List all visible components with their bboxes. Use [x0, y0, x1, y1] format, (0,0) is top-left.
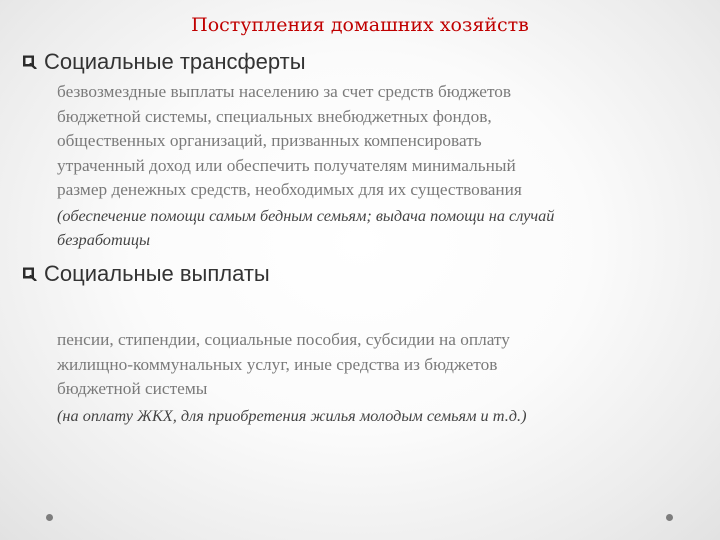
- note-line: (на оплату ЖКХ, для приобретения жилья молодым семьям и т.д.): [57, 406, 527, 425]
- section-note: [57, 204, 717, 252]
- body-line: жилищно-коммунальных услуг, иные средства из бюджетов: [57, 354, 498, 374]
- body-line: бюджетной системы, специальных внебюджетных фондов,: [57, 106, 492, 126]
- body-line: бюджетной системы: [57, 379, 208, 399]
- section-heading: Социальные выплаты: [44, 261, 270, 286]
- slide-title: Поступления домашних хозяйств: [191, 14, 529, 36]
- decorative-dot-right: [666, 514, 673, 521]
- section-heading: Социальные трансферты: [44, 49, 306, 74]
- body-line: безвозмездные выплаты населению за счет средств бюджетов: [57, 82, 512, 101]
- body-line: общественных организаций, призванных компенсировать: [57, 131, 482, 151]
- section-note: [57, 404, 717, 428]
- section-body: [57, 328, 707, 402]
- body-line: утраченный доход или обеспечить получателям минимальный: [57, 155, 516, 175]
- body-line: размер денежных средств, необходимых для их существования: [57, 180, 522, 200]
- body-line: пенсии, стипендии, социальные пособия, субсидии на оплату: [57, 330, 510, 349]
- note-line: безработицы: [57, 230, 151, 249]
- checkbox-square-icon: [22, 55, 37, 69]
- section-body: [57, 80, 707, 203]
- section-heading-row-payments: [22, 261, 270, 287]
- checkbox-square-icon: [22, 267, 37, 281]
- note-line: (обеспечение помощи самым бедным семьям; выдача помощи на случай: [57, 206, 555, 225]
- section-heading-row-transfers: [22, 49, 306, 75]
- decorative-dot-left: [46, 514, 53, 521]
